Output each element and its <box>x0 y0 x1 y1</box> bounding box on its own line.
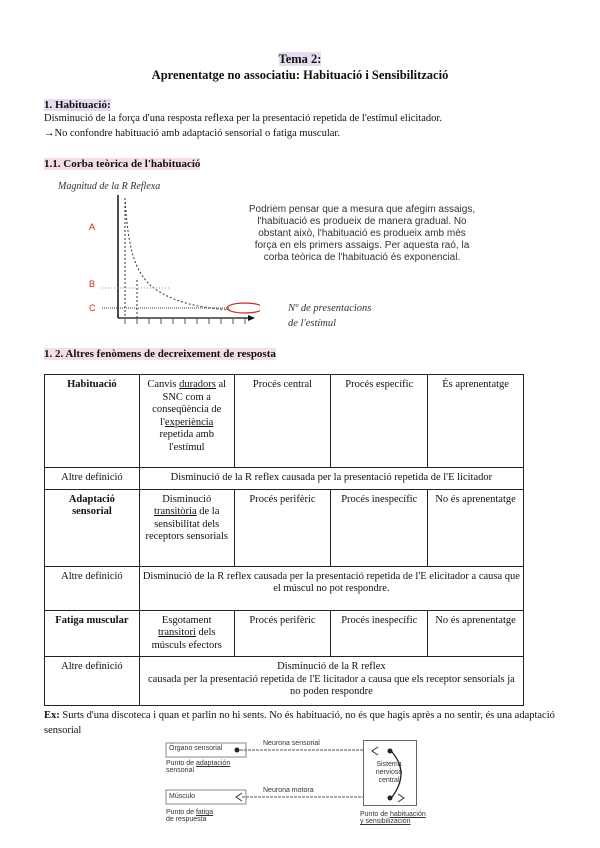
sensory-organ-label: Órgano sensorial <box>169 745 223 752</box>
topic-number-text: Tema 2: <box>278 52 322 66</box>
cell-description: Canvis duradors al SNC com a conseqüència de l'experiència repetida amb l'estímul <box>139 375 234 468</box>
point-c-label: C <box>89 303 96 313</box>
cns-box <box>363 740 417 806</box>
habituation-curve-chart <box>80 190 260 335</box>
document-title: Aprenentatge no associatiu: Habituació i Sensibilització <box>151 68 449 82</box>
asymptote-circle <box>227 303 260 313</box>
example-paragraph <box>44 708 559 738</box>
sensory-neuron-label: Neurona sensorial <box>263 740 320 747</box>
row-name: Habituació <box>45 375 140 468</box>
cell-process-location: Procés central <box>234 375 331 468</box>
cell-description: Esgotament transitori dels músculs efectors <box>139 610 234 657</box>
row-name: Adaptació sensorial <box>45 489 140 566</box>
table-row-definition <box>45 657 524 706</box>
cell-learning: No és aprenentatge <box>428 610 524 657</box>
chart-x-label-2: de l'estímul <box>288 318 337 329</box>
cell-specificity: Procés específic <box>331 375 428 468</box>
cell-definition: Disminució de la R reflex causada per la presentació repetida de l'E licitador a causa que els receptor sensorials ja no poden respondre <box>139 657 523 706</box>
comparison-table <box>44 374 524 706</box>
habituation-point-label: Punto de habituación y sensibilización <box>360 811 426 825</box>
motor-neuron-label: Neurona motora <box>263 787 314 794</box>
cell-learning: No és aprenentatge <box>428 489 524 566</box>
section-1-heading: 1. Habituació: <box>44 99 111 111</box>
fatigue-point-label: Punto de fatiga de respuesta <box>166 809 214 823</box>
row-name: Fatiga muscular <box>45 610 140 657</box>
adaptation-point-label: Punto de adaptación sensorial <box>166 760 231 774</box>
chart-x-label-1: Nº de presentacions <box>288 303 372 314</box>
habituation-definition: Disminució de la força d'una resposta reflexa per la presentació repetida de l'estímul elicitador. <box>44 113 442 124</box>
section-1-2-heading: 1. 2. Altres fenòmens de decreixement de resposta <box>44 348 276 360</box>
table-row-definition <box>45 468 524 490</box>
chart-y-label: Magnitud de la R Reflexa <box>58 181 161 192</box>
row-label: Altre definició <box>45 468 140 490</box>
cns-label: Sistema nervioso central <box>375 761 403 784</box>
point-a-label: A <box>89 222 96 232</box>
cell-definition: Disminució de la R reflex causada per la presentació repetida de l'E licitador <box>139 468 523 490</box>
cell-description: Disminució transitòria de la sensibilitat dels receptors sensorials <box>139 489 234 566</box>
example-text: Surts d'una discoteca i quan et parlin no hi sents. No és habituació, no és que hagis après a no sentir, és una adaptació sensorial <box>44 710 555 736</box>
neural-pathway-diagram <box>163 739 363 848</box>
table-row-habituation <box>45 375 524 468</box>
topic-number <box>0 52 600 67</box>
cell-process-location: Procés perifèric <box>234 489 331 566</box>
cell-definition: Disminució de la R reflex causada per la presentació repetida de l'E elicitador a causa que el múscul no pot respondre. <box>139 566 523 610</box>
row-label: Altre definició <box>45 657 140 706</box>
cell-specificity: Procés inespecífic <box>331 610 428 657</box>
cell-learning: És aprenentatge <box>428 375 524 468</box>
habituation-note: →No confondre habituació amb adaptació sensorial o fatiga muscular. <box>44 128 340 139</box>
exponential-curve <box>125 198 230 310</box>
table-row-muscle-fatigue <box>45 610 524 657</box>
muscle-label: Músculo <box>169 793 196 800</box>
cell-process-location: Procés perifèric <box>234 610 331 657</box>
point-b-label: B <box>89 279 96 289</box>
row-label: Altre definició <box>45 566 140 610</box>
chart-explanation: Podriem pensar que a mesura que afegim assaigs, l'habituació es produeix de manera gradual. No obstant això, l'habituació es produeix amb més força en els primers assaigs. Per aquesta raó, la corba teòrica de l'habituació és exponencial. <box>248 204 476 263</box>
table-row-definition <box>45 566 524 610</box>
table-row-sensory-adaptation <box>45 489 524 566</box>
cell-specificity: Procés inespecífic <box>331 489 428 566</box>
example-label: Ex: <box>44 710 60 721</box>
section-1-1-heading: 1.1. Corba teòrica de l'habituació <box>44 158 201 170</box>
